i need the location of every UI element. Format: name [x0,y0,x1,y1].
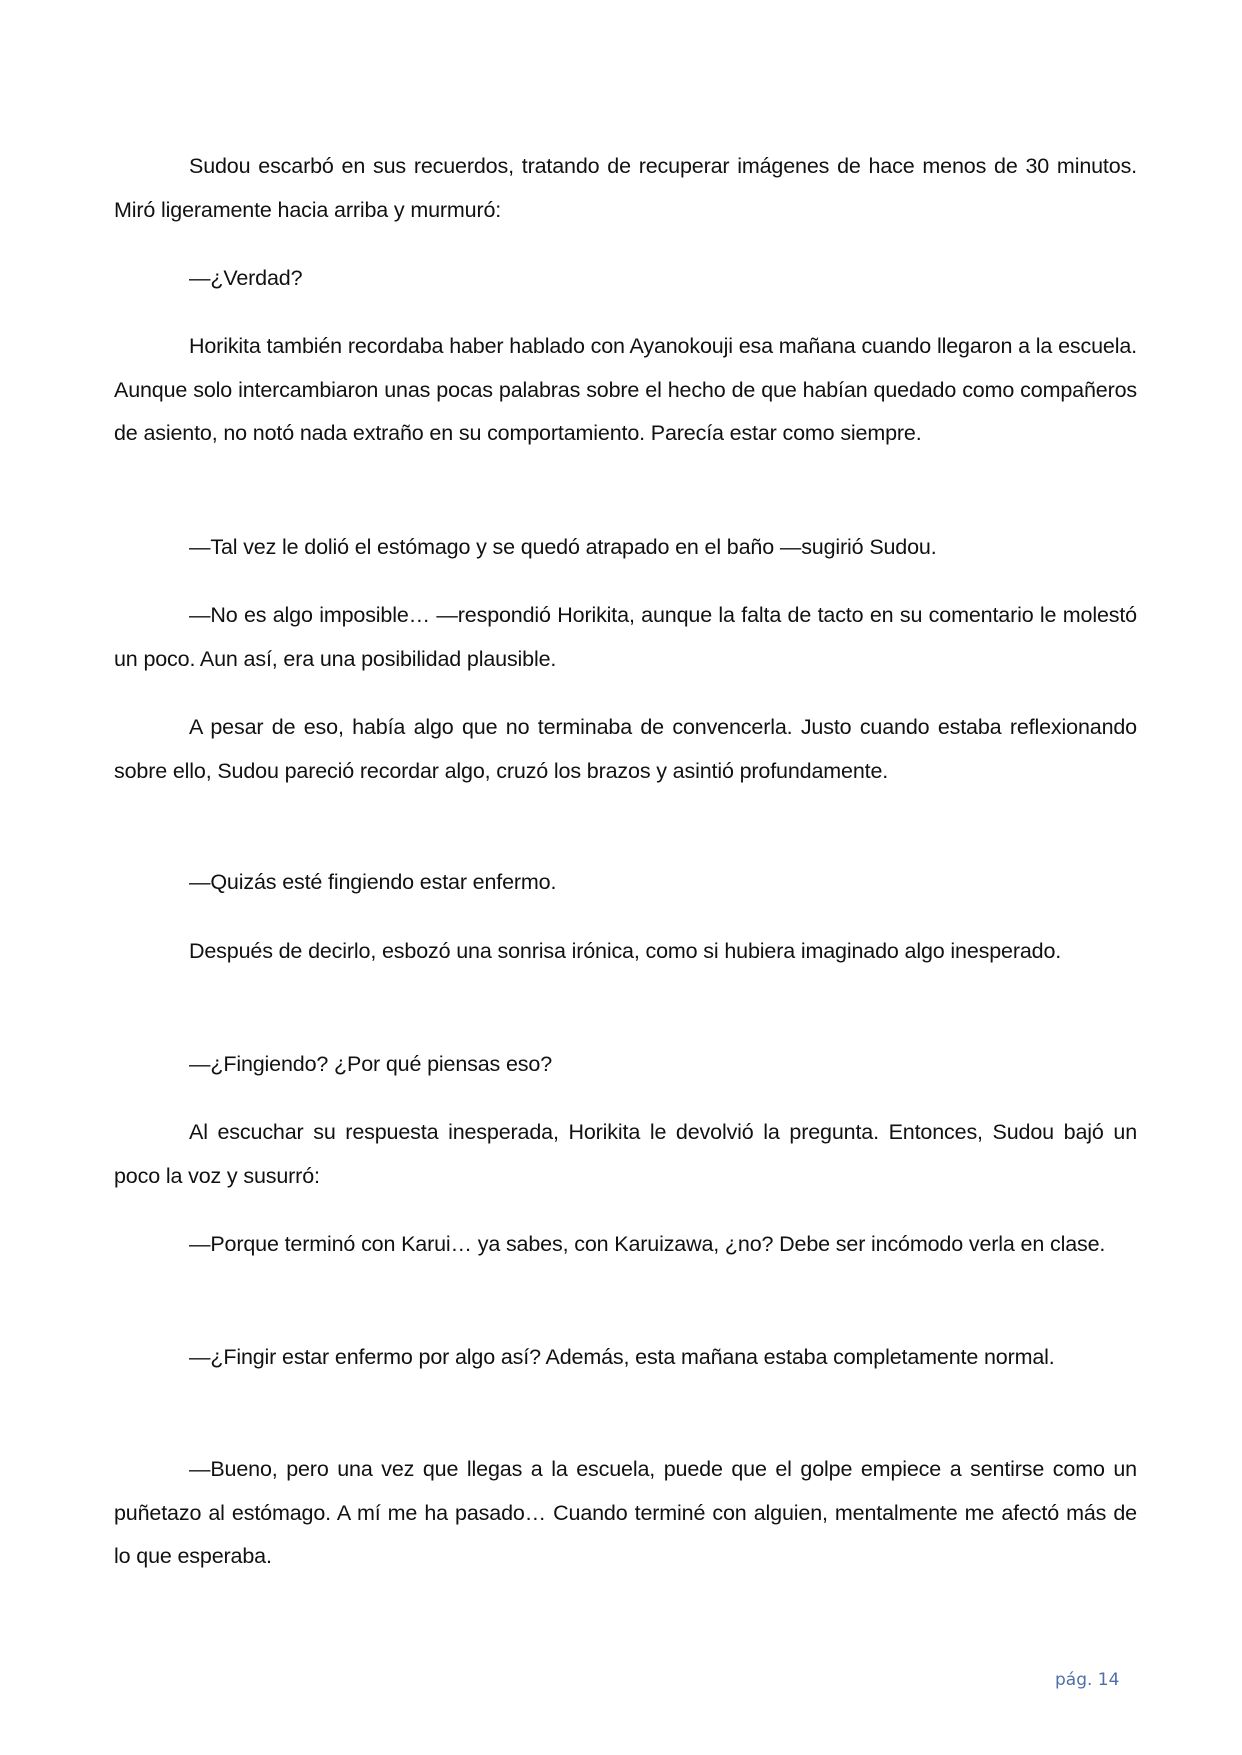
paragraph-9: —¿Fingiendo? ¿Por qué piensas eso? [189,1052,553,1076]
paragraph-11: —Porque terminó con Karui… ya sabes, con Karuizawa, ¿no? Debe ser incómodo verla en clase. [189,1232,1106,1256]
paragraph-3: Horikita también recordaba haber hablado con Ayanokouji esa mañana cuando llegaron a la escuela. Aunque solo intercambiaron unas pocas palabras sobre el hecho de que habían quedado como compañeros de asiento, no notó nada extraño en su comportamiento. Parecía estar como siempre. [114,334,1137,446]
paragraph-5: —No es algo imposible… —respondió Horikita, aunque la falta de tacto en su comentario le molestó un poco. Aun así, era una posibilidad plausible. [114,603,1137,671]
paragraph-6: A pesar de eso, había algo que no terminaba de convencerla. Justo cuando estaba reflexionando sobre ello, Sudou pareció recordar algo, cruzó los brazos y asintió profundamente. [114,715,1137,783]
paragraph-10: Al escuchar su respuesta inesperada, Horikita le devolvió la pregunta. Entonces, Sudou bajó un poco la voz y susurró: [114,1120,1137,1188]
paragraph-8: Después de decirlo, esbozó una sonrisa irónica, como si hubiera imaginado algo inesperado. [189,939,1062,963]
page-number: pág. 14 [1055,1670,1120,1690]
paragraph-4: —Tal vez le dolió el estómago y se quedó atrapado en el baño —sugirió Sudou. [189,535,937,559]
paragraph-2: —¿Verdad? [189,266,303,290]
paragraph-12: —¿Fingir estar enfermo por algo así? Además, esta mañana estaba completamente normal. [189,1345,1055,1369]
paragraph-7: —Quizás esté fingiendo estar enfermo. [189,870,557,894]
paragraph-1: Sudou escarbó en sus recuerdos, tratando de recuperar imágenes de hace menos de 30 minutos. Miró ligeramente hacia arriba y murmuró: [114,154,1137,222]
paragraph-13: —Bueno, pero una vez que llegas a la escuela, puede que el golpe empiece a sentirse como un puñetazo al estómago. A mí me ha pasado… Cuando terminé con alguien, mentalmente me afectó más de lo que esperaba. [114,1457,1137,1569]
